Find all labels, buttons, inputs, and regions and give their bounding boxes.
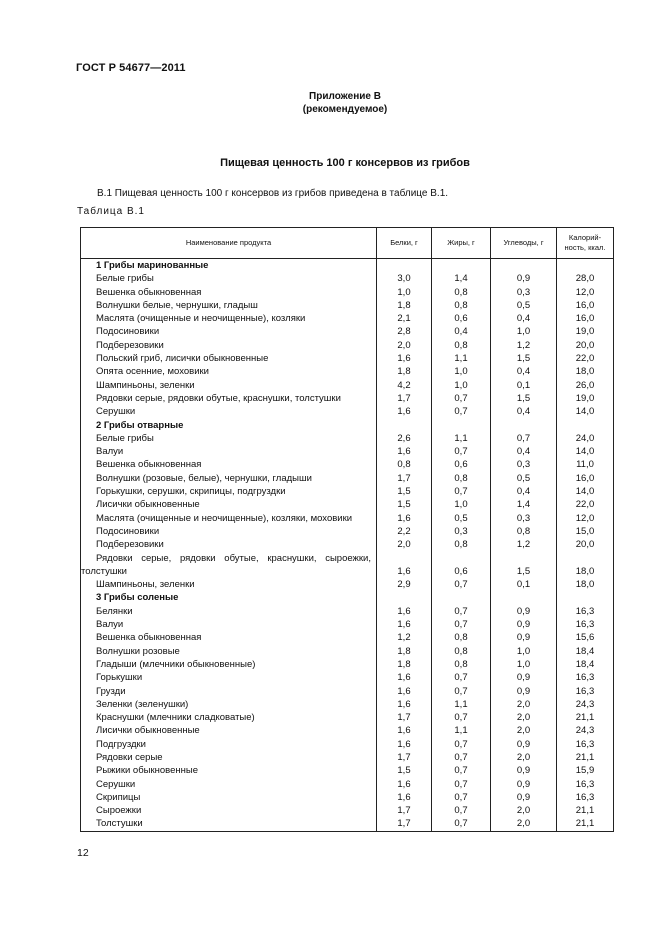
cell-protein: 2,6: [377, 432, 432, 445]
cell-protein: 4,2: [377, 379, 432, 392]
table-row: [81, 339, 614, 352]
cell-fat: 0,8: [432, 299, 491, 312]
cell-fat: 0,7: [432, 685, 491, 698]
product-name: Валуи: [81, 445, 377, 458]
cell-kcal: 24,3: [557, 698, 614, 711]
cell-carbs: 1,2: [491, 538, 557, 551]
cell-carbs: 0,9: [491, 791, 557, 804]
cell-kcal: 16,0: [557, 312, 614, 325]
cell-kcal: 16,3: [557, 605, 614, 618]
cell-carbs: 2,0: [491, 698, 557, 711]
table-row: [81, 432, 614, 445]
cell-fat: 0,5: [432, 512, 491, 525]
cell-fat: 0,7: [432, 778, 491, 791]
cell-protein: 1,6: [377, 791, 432, 804]
cell-kcal: 18,0: [557, 365, 614, 378]
table-row: [81, 791, 614, 804]
cell-carbs: 1,0: [491, 645, 557, 658]
cell-carbs: [491, 259, 557, 273]
cell-fat: 0,6: [432, 458, 491, 471]
cell-carbs: 0,5: [491, 472, 557, 485]
cell-protein: [377, 259, 432, 273]
intro-paragraph: В.1 Пищевая ценность 100 г консервов из грибов приведена в таблице В.1.: [97, 188, 449, 199]
nutrition-table: [80, 227, 614, 832]
cell-fat: 0,7: [432, 804, 491, 817]
product-name: Польский гриб, лисички обыкновенные: [81, 352, 377, 365]
cell-carbs: 0,1: [491, 578, 557, 591]
header-kcal-line1: Калорий-: [568, 233, 602, 242]
cell-protein: 1,2: [377, 631, 432, 644]
cell-carbs: 0,4: [491, 485, 557, 498]
cell-kcal: [557, 259, 614, 273]
table-row: [81, 605, 614, 618]
cell-fat: 0,6: [432, 312, 491, 325]
cell-protein: 2,0: [377, 538, 432, 551]
product-name: Белые грибы: [81, 432, 377, 445]
cell-protein: 1,7: [377, 392, 432, 405]
product-name: Сыроежки: [81, 804, 377, 817]
table-row: [81, 472, 614, 485]
cell-kcal: 21,1: [557, 711, 614, 724]
cell-kcal: 14,0: [557, 485, 614, 498]
cell-fat: 0,8: [432, 645, 491, 658]
cell-fat: 0,8: [432, 538, 491, 551]
product-name: Подберезовики: [81, 339, 377, 352]
cell-kcal: 20,0: [557, 339, 614, 352]
cell-fat: 1,1: [432, 432, 491, 445]
cell-fat: 0,7: [432, 671, 491, 684]
table-row: [81, 325, 614, 338]
cell-carbs: 0,9: [491, 738, 557, 751]
cell-protein: 1,7: [377, 817, 432, 831]
cell-protein: 1,6: [377, 405, 432, 418]
cell-kcal: 22,0: [557, 498, 614, 511]
cell-kcal: 11,0: [557, 458, 614, 471]
product-name: Серушки: [81, 405, 377, 418]
table-row: [81, 645, 614, 658]
cell-protein: 1,5: [377, 498, 432, 511]
cell-kcal: 18,4: [557, 658, 614, 671]
cell-fat: 0,7: [432, 405, 491, 418]
cell-protein: 2,2: [377, 525, 432, 538]
table-row: [81, 685, 614, 698]
cell-kcal: 26,0: [557, 379, 614, 392]
cell-protein: 1,6: [377, 698, 432, 711]
cell-protein: 1,6: [377, 512, 432, 525]
product-name: Зеленки (зеленушки): [81, 698, 377, 711]
cell-kcal: 15,6: [557, 631, 614, 644]
cell-kcal: 20,0: [557, 538, 614, 551]
standard-header: ГОСТ Р 54677—2011: [76, 62, 186, 74]
table-row: [81, 485, 614, 498]
table-row: [81, 405, 614, 418]
table-header-row: [81, 228, 614, 259]
appendix-subtitle: (рекомендуемое): [302, 104, 388, 115]
product-name: Шампиньоны, зеленки: [81, 379, 377, 392]
table-row: [81, 778, 614, 791]
cell-protein: 0,8: [377, 458, 432, 471]
cell-fat: 0,8: [432, 472, 491, 485]
cell-carbs: 0,9: [491, 631, 557, 644]
cell-kcal: [557, 419, 614, 432]
product-name: Подгруздки: [81, 738, 377, 751]
product-name: Грузди: [81, 685, 377, 698]
table-row: [81, 445, 614, 458]
header-protein: Белки, г: [377, 228, 432, 259]
cell-protein: 1,6: [377, 552, 432, 579]
cell-protein: 3,0: [377, 272, 432, 285]
cell-fat: 0,7: [432, 485, 491, 498]
cell-carbs: 0,3: [491, 286, 557, 299]
cell-fat: 0,6: [432, 552, 491, 579]
product-name: Горькушки: [81, 671, 377, 684]
cell-fat: 0,7: [432, 392, 491, 405]
cell-carbs: 1,0: [491, 325, 557, 338]
cell-fat: 1,0: [432, 498, 491, 511]
header-kcal: [557, 228, 614, 259]
cell-carbs: 0,9: [491, 671, 557, 684]
cell-protein: 1,8: [377, 645, 432, 658]
product-name: Горькушки, серушки, скрипицы, подгруздки: [81, 485, 377, 498]
table-row: [81, 552, 614, 579]
cell-kcal: 21,1: [557, 804, 614, 817]
product-name: Скрипицы: [81, 791, 377, 804]
product-name: Опята осенние, моховики: [81, 365, 377, 378]
table-row: [81, 272, 614, 285]
cell-protein: 1,6: [377, 445, 432, 458]
cell-carbs: 0,3: [491, 512, 557, 525]
cell-carbs: 0,3: [491, 458, 557, 471]
table-section-row: [81, 419, 614, 432]
table-row: [81, 352, 614, 365]
header-carbs: Углеводы, г: [491, 228, 557, 259]
table-section-row: [81, 591, 614, 604]
cell-fat: 0,7: [432, 764, 491, 777]
cell-fat: 1,0: [432, 365, 491, 378]
cell-protein: 1,8: [377, 365, 432, 378]
table-row: [81, 538, 614, 551]
section-title: Пищевая ценность 100 г консервов из грибов: [220, 157, 470, 169]
table-row: [81, 817, 614, 831]
product-name: Рядовки серые, рядовки обутые, краснушки, толстушки: [81, 392, 377, 405]
cell-carbs: 1,4: [491, 498, 557, 511]
product-name: Волнушки белые, чернушки, гладыш: [81, 299, 377, 312]
product-name: Рядовки серые: [81, 751, 377, 764]
cell-fat: 0,4: [432, 325, 491, 338]
cell-carbs: 0,8: [491, 525, 557, 538]
cell-protein: 1,6: [377, 724, 432, 737]
table-row: [81, 738, 614, 751]
cell-carbs: 0,9: [491, 618, 557, 631]
cell-protein: 1,5: [377, 485, 432, 498]
product-name: Маслята (очищенные и неочищенные), козляки: [81, 312, 377, 325]
cell-protein: 2,1: [377, 312, 432, 325]
product-name: Толстушки: [81, 817, 377, 831]
table-row: [81, 671, 614, 684]
cell-protein: 1,6: [377, 671, 432, 684]
cell-kcal: 16,3: [557, 671, 614, 684]
cell-fat: 0,7: [432, 711, 491, 724]
product-name: Лисички обыкновенные: [81, 724, 377, 737]
cell-fat: 1,1: [432, 698, 491, 711]
cell-kcal: 16,0: [557, 472, 614, 485]
product-name: Вешенка обыкновенная: [81, 458, 377, 471]
cell-carbs: 0,9: [491, 685, 557, 698]
table-row: [81, 312, 614, 325]
product-name: Волнушки (розовые, белые), чернушки, гладыши: [81, 472, 377, 485]
cell-kcal: 16,3: [557, 738, 614, 751]
table-row: [81, 658, 614, 671]
cell-kcal: 18,0: [557, 552, 614, 579]
cell-carbs: 0,9: [491, 272, 557, 285]
cell-fat: [432, 259, 491, 273]
section-heading: 3 Грибы соленые: [81, 591, 377, 604]
cell-carbs: 2,0: [491, 751, 557, 764]
cell-carbs: [491, 591, 557, 604]
cell-protein: 1,7: [377, 804, 432, 817]
product-name: Подберезовики: [81, 538, 377, 551]
product-name: Вешенка обыкновенная: [81, 286, 377, 299]
cell-fat: 0,7: [432, 738, 491, 751]
product-name: Белянки: [81, 605, 377, 618]
cell-protein: 1,7: [377, 751, 432, 764]
product-name: Волнушки розовые: [81, 645, 377, 658]
table-row: [81, 711, 614, 724]
product-name: Подосиновики: [81, 525, 377, 538]
header-name: Наименование продукта: [81, 228, 377, 259]
cell-carbs: 0,4: [491, 365, 557, 378]
cell-carbs: 0,7: [491, 432, 557, 445]
product-name: Вешенка обыкновенная: [81, 631, 377, 644]
cell-protein: 1,7: [377, 711, 432, 724]
cell-carbs: 0,4: [491, 405, 557, 418]
cell-carbs: 1,5: [491, 352, 557, 365]
cell-carbs: 0,9: [491, 605, 557, 618]
cell-carbs: 0,9: [491, 764, 557, 777]
table-row: [81, 804, 614, 817]
section-heading: 2 Грибы отварные: [81, 419, 377, 432]
cell-fat: 1,1: [432, 352, 491, 365]
cell-fat: 0,7: [432, 618, 491, 631]
table-row: [81, 618, 614, 631]
table-row: [81, 392, 614, 405]
cell-kcal: 24,0: [557, 432, 614, 445]
cell-carbs: 0,9: [491, 778, 557, 791]
product-name: Белые грибы: [81, 272, 377, 285]
header-kcal-line2: ность, ккал.: [564, 243, 606, 252]
cell-carbs: 1,5: [491, 552, 557, 579]
cell-carbs: 0,1: [491, 379, 557, 392]
cell-kcal: 14,0: [557, 405, 614, 418]
cell-kcal: 16,3: [557, 685, 614, 698]
table-row: [81, 631, 614, 644]
table-row: [81, 512, 614, 525]
cell-kcal: 18,4: [557, 645, 614, 658]
cell-protein: 1,8: [377, 658, 432, 671]
cell-protein: 2,8: [377, 325, 432, 338]
cell-kcal: 18,0: [557, 578, 614, 591]
cell-protein: 1,6: [377, 778, 432, 791]
table-caption: Таблица В.1: [77, 206, 145, 217]
cell-protein: 1,6: [377, 618, 432, 631]
cell-protein: 1,6: [377, 685, 432, 698]
cell-kcal: 14,0: [557, 445, 614, 458]
cell-fat: 0,7: [432, 605, 491, 618]
cell-fat: 1,4: [432, 272, 491, 285]
cell-fat: 0,3: [432, 525, 491, 538]
table-row: [81, 286, 614, 299]
cell-carbs: 2,0: [491, 711, 557, 724]
table-row: [81, 578, 614, 591]
product-name: Лисички обыкновенные: [81, 498, 377, 511]
cell-carbs: 0,4: [491, 445, 557, 458]
product-name-line2: толстушки: [81, 565, 127, 577]
cell-carbs: 2,0: [491, 817, 557, 831]
table-row: [81, 299, 614, 312]
cell-protein: [377, 419, 432, 432]
table-row: [81, 525, 614, 538]
product-name-line1: Рядовки серые, рядовки обутые, краснушки, сыроежки,: [96, 552, 371, 564]
table-row: [81, 764, 614, 777]
cell-kcal: 21,1: [557, 817, 614, 831]
cell-kcal: 19,0: [557, 392, 614, 405]
cell-carbs: 0,4: [491, 312, 557, 325]
table-row: [81, 751, 614, 764]
product-name: Шампиньоны, зеленки: [81, 578, 377, 591]
cell-kcal: 16,3: [557, 618, 614, 631]
table-row: [81, 379, 614, 392]
table-row: [81, 698, 614, 711]
table-section-row: [81, 259, 614, 273]
cell-kcal: 19,0: [557, 325, 614, 338]
cell-kcal: 16,3: [557, 791, 614, 804]
cell-protein: 1,6: [377, 352, 432, 365]
cell-protein: 1,0: [377, 286, 432, 299]
cell-kcal: 12,0: [557, 512, 614, 525]
cell-fat: 1,1: [432, 724, 491, 737]
appendix-heading: [0, 90, 661, 116]
product-name: Гладыши (млечники обыкновенные): [81, 658, 377, 671]
cell-protein: 1,6: [377, 605, 432, 618]
cell-kcal: 24,3: [557, 724, 614, 737]
product-name: Рыжики обыкновенные: [81, 764, 377, 777]
table-body: [81, 259, 614, 832]
cell-carbs: 1,5: [491, 392, 557, 405]
cell-protein: 1,6: [377, 738, 432, 751]
cell-protein: 1,5: [377, 764, 432, 777]
cell-fat: 0,7: [432, 751, 491, 764]
header-fat: Жиры, г: [432, 228, 491, 259]
cell-carbs: 1,2: [491, 339, 557, 352]
product-name: Маслята (очищенные и неочищенные), козляки, моховики: [81, 512, 377, 525]
cell-kcal: 16,3: [557, 778, 614, 791]
cell-fat: 0,8: [432, 286, 491, 299]
cell-protein: 2,0: [377, 339, 432, 352]
cell-carbs: 1,0: [491, 658, 557, 671]
cell-fat: 0,7: [432, 578, 491, 591]
cell-protein: 1,8: [377, 299, 432, 312]
cell-fat: 0,8: [432, 631, 491, 644]
cell-kcal: 15,9: [557, 764, 614, 777]
cell-kcal: 16,0: [557, 299, 614, 312]
cell-fat: 0,8: [432, 658, 491, 671]
cell-kcal: 21,1: [557, 751, 614, 764]
cell-fat: [432, 591, 491, 604]
cell-fat: 0,8: [432, 339, 491, 352]
section-heading: 1 Грибы маринованные: [81, 259, 377, 273]
product-name: Подосиновики: [81, 325, 377, 338]
cell-fat: 0,7: [432, 817, 491, 831]
cell-fat: 1,0: [432, 379, 491, 392]
cell-fat: 0,7: [432, 445, 491, 458]
cell-protein: [377, 591, 432, 604]
cell-carbs: 2,0: [491, 724, 557, 737]
table-row: [81, 458, 614, 471]
appendix-title: Приложение В: [309, 91, 381, 102]
cell-kcal: 12,0: [557, 286, 614, 299]
cell-carbs: 0,5: [491, 299, 557, 312]
cell-kcal: 28,0: [557, 272, 614, 285]
page-number: 12: [77, 847, 89, 859]
table-row: [81, 498, 614, 511]
cell-carbs: 2,0: [491, 804, 557, 817]
product-name: Краснушки (млечники сладковатые): [81, 711, 377, 724]
table-row: [81, 365, 614, 378]
table-row: [81, 724, 614, 737]
product-name: Серушки: [81, 778, 377, 791]
cell-fat: 0,7: [432, 791, 491, 804]
product-name: Валуи: [81, 618, 377, 631]
cell-protein: 2,9: [377, 578, 432, 591]
cell-protein: 1,7: [377, 472, 432, 485]
product-name: [81, 552, 377, 579]
cell-kcal: [557, 591, 614, 604]
cell-fat: [432, 419, 491, 432]
cell-carbs: [491, 419, 557, 432]
cell-kcal: 22,0: [557, 352, 614, 365]
cell-kcal: 15,0: [557, 525, 614, 538]
